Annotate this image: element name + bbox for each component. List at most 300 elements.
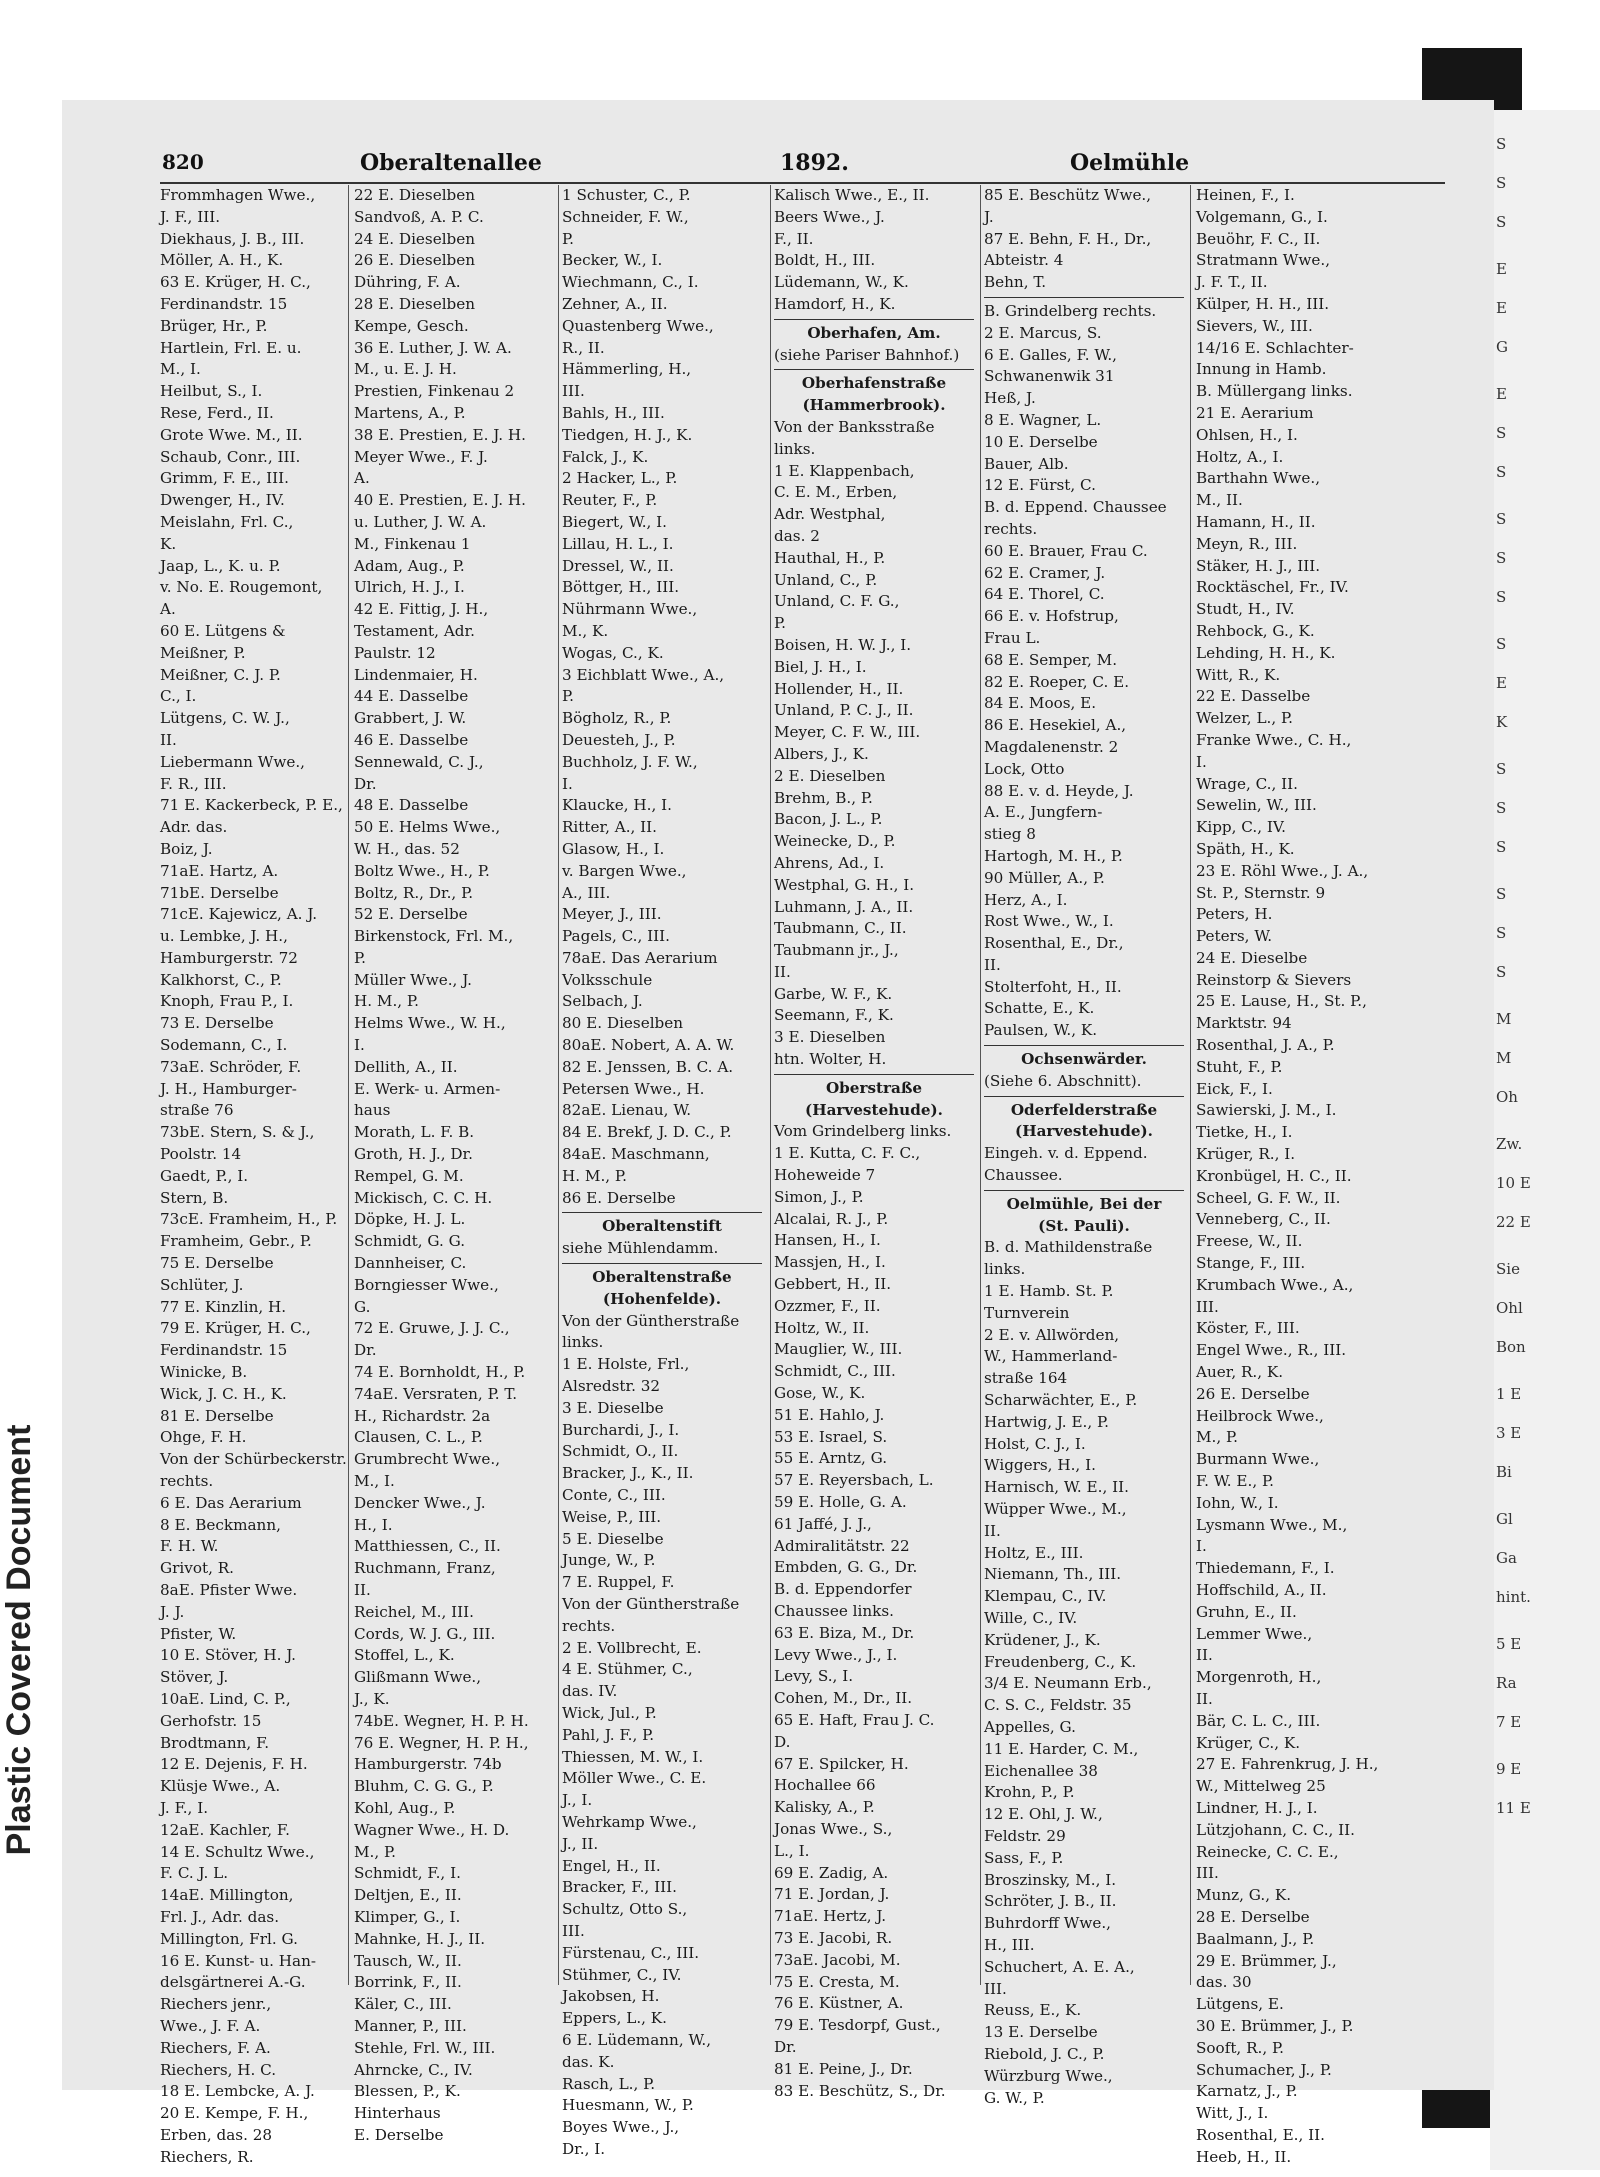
directory-entry: 87 E. Behn, F. H., Dr., <box>984 229 1152 248</box>
directory-entry: Stäker, H. J., III. <box>1196 556 1321 575</box>
directory-entry: Massjen, H., I. <box>774 1253 886 1272</box>
directory-entry: 26 E. Derselbe <box>1196 1384 1310 1403</box>
directory-entry: Lindenmaier, H. <box>354 665 478 684</box>
directory-entry: Meißner, P. <box>160 643 246 662</box>
directory-entry: 75 E. Derselbe <box>160 1254 274 1273</box>
directory-entry: (siehe Pariser Bahnhof.) <box>774 345 960 364</box>
directory-entry: 60 E. Brauer, Frau C. <box>984 541 1148 560</box>
directory-entry: Sievers, W., III. <box>1196 316 1313 335</box>
directory-entry: Blessen, P., K. <box>354 2082 461 2101</box>
directory-entry: das. 30 <box>1196 1973 1252 1992</box>
directory-entry: Rocktäschel, Fr., IV. <box>1196 578 1349 597</box>
street-heading: Oberaltenstraße <box>592 1268 732 1287</box>
directory-entry: Stratmann Wwe., <box>1196 251 1331 270</box>
directory-entry: Schmidt, G. G. <box>354 1232 466 1251</box>
directory-entry: 24 E. Dieselbe <box>1196 948 1308 967</box>
next-page-fragment: S <box>1496 588 1507 606</box>
directory-entry: Ritter, A., II. <box>562 818 658 837</box>
directory-entry: Kronbügel, H. C., II. <box>1196 1166 1352 1185</box>
directory-entry: delsgärtnerei A.-G. <box>160 1973 306 1992</box>
directory-entry: 73cE. Framheim, H., P. <box>160 1210 338 1229</box>
directory-entry: Holtz, W., II. <box>774 1318 870 1337</box>
directory-entry: Riechers, R. <box>160 2147 254 2166</box>
directory-entry: Junge, W., P. <box>562 1551 656 1570</box>
directory-entry: 66 E. v. Hofstrup, <box>984 607 1119 626</box>
directory-entry: Vom Grindelberg links. <box>774 1122 952 1141</box>
directory-entry: Riechers, F. A. <box>160 2038 271 2057</box>
directory-entry: M., K. <box>562 621 609 640</box>
directory-entry: Mickisch, C. C. H. <box>354 1188 493 1207</box>
directory-entry: M., P. <box>354 1842 397 1861</box>
directory-entry: Glißmann Wwe., <box>354 1668 482 1687</box>
directory-entry: Stoffel, L., K. <box>354 1646 455 1665</box>
directory-entry: H., III. <box>984 1935 1035 1954</box>
directory-entry: F. R., III. <box>160 774 227 793</box>
directory-entry: 23 E. Röhl Wwe., J. A., <box>1196 861 1369 880</box>
column-divider <box>348 185 349 1985</box>
next-page-fragment: Ohl <box>1496 1299 1523 1317</box>
directory-entry: rechts. <box>984 519 1038 538</box>
directory-entry: Meyer, C. F. W., III. <box>774 723 921 742</box>
directory-entry: Chaussee. <box>984 1166 1063 1185</box>
directory-entry: 67 E. Spilcker, H. <box>774 1754 909 1773</box>
directory-entry: 13 E. Derselbe <box>984 2023 1098 2042</box>
directory-entry: Riebold, J. C., P. <box>984 2044 1105 2063</box>
directory-entry: siehe Mühlendamm. <box>562 1239 719 1258</box>
directory-entry: 55 E. Arntz, G. <box>774 1449 888 1468</box>
directory-entry: Lindner, H. J., I. <box>1196 1798 1318 1817</box>
directory-entry: W., Hammerland- <box>984 1347 1118 1366</box>
directory-entry: Heilbut, S., I. <box>160 382 263 401</box>
directory-entry: Harnisch, W. E., II. <box>984 1478 1129 1497</box>
next-page-fragment: S <box>1496 760 1507 778</box>
directory-entry: Gruhn, E., II. <box>1196 1602 1297 1621</box>
directory-entry: Ahrens, Ad., I. <box>774 853 885 872</box>
directory-entry: Albers, J., K. <box>774 744 869 763</box>
directory-entry: Schaub, Conr., III. <box>160 447 301 466</box>
section-rule <box>774 1074 974 1075</box>
directory-entry: Reichel, M., III. <box>354 1602 474 1621</box>
section-rule <box>562 1263 762 1264</box>
directory-entry: Schneider, F. W., <box>562 207 689 226</box>
directory-entry: Köster, F., III. <box>1196 1319 1300 1338</box>
directory-entry: Buchholz, J. F. W., <box>562 752 698 771</box>
directory-entry: 85 E. Beschütz Wwe., <box>984 186 1152 204</box>
directory-entry: Buhrdorff Wwe., <box>984 1914 1111 1933</box>
directory-entry: 28 E. Dieselben <box>354 294 476 313</box>
directory-entry: P. <box>562 687 574 706</box>
directory-entry: 20 E. Kempe, F. H., <box>160 2104 309 2123</box>
street-heading: Oberaltenstift <box>602 1217 722 1236</box>
side-label: Plastic Covered Document <box>0 1424 38 1856</box>
directory-entry: Klimper, G., I. <box>354 1907 461 1926</box>
directory-entry: Dr. <box>774 2037 797 2056</box>
street-heading: Oberhafenstraße <box>801 374 947 393</box>
directory-entry: Schuchert, A. E. A., <box>984 1957 1135 1976</box>
directory-entry: Bacon, J. L., P. <box>774 810 883 829</box>
directory-entry: Sass, F., P. <box>984 1848 1064 1867</box>
directory-entry: Ohge, F. H. <box>160 1428 247 1447</box>
next-page-fragment: S <box>1496 799 1507 817</box>
directory-entry: Lillau, H. L., I. <box>562 534 674 553</box>
directory-entry: 3 Eichblatt Wwe., A., <box>562 665 725 684</box>
directory-entry: B. Grindelberg rechts. <box>984 301 1157 320</box>
directory-entry: Brodtmann, F. <box>160 1733 270 1752</box>
directory-entry: J. <box>984 207 994 226</box>
directory-entry: Pfister, W. <box>160 1624 237 1643</box>
directory-entry: II. <box>1196 1689 1213 1708</box>
directory-entry: 22 E. Dasselbe <box>1196 687 1311 706</box>
directory-entry: Sooft, R., P. <box>1196 2038 1284 2057</box>
directory-entry: Scheel, G. F. W., II. <box>1196 1188 1341 1207</box>
next-page-edge <box>1490 110 1600 2170</box>
directory-entry: Marktstr. 94 <box>1196 1014 1292 1033</box>
directory-entry: I. <box>354 1036 365 1055</box>
directory-entry: Groth, H. J., Dr. <box>354 1145 473 1164</box>
directory-entry: Stange, F., III. <box>1196 1254 1306 1273</box>
directory-entry: 73bE. Stern, S. & J., <box>160 1123 315 1142</box>
directory-entry: htn. Wolter, H. <box>774 1050 887 1069</box>
directory-entry: I. <box>1196 1537 1207 1556</box>
directory-entry: Hamann, H., II. <box>1196 512 1316 531</box>
directory-entry: St. P., Sternstr. 9 <box>1196 883 1326 902</box>
directory-entry: Grimm, F. E., III. <box>160 469 289 488</box>
directory-entry: u. Luther, J. W. A. <box>354 512 487 531</box>
directory-entry: Adr. Westphal, <box>774 505 886 524</box>
directory-entry: Boyes Wwe., J., <box>562 2118 680 2137</box>
next-page-fragment: Oh <box>1496 1088 1518 1106</box>
next-page-fragment: G <box>1496 338 1508 356</box>
directory-entry: Schmidt, F., I. <box>354 1864 461 1883</box>
directory-entry: 74 E. Bornholdt, H., P. <box>354 1363 526 1382</box>
directory-entry: B. d. Eppendorfer <box>774 1580 912 1599</box>
directory-entry: links. <box>774 439 816 458</box>
directory-entry: Ulrich, H. J., I. <box>354 578 465 597</box>
directory-entry: 69 E. Zadig, A. <box>774 1863 889 1882</box>
directory-entry: Schwanenwik 31 <box>984 367 1115 386</box>
directory-entry: 42 E. Fittig, J. H., <box>354 600 489 619</box>
next-page-fragment: 1 E <box>1496 1385 1522 1403</box>
directory-entry: 21 E. Aerarium <box>1196 403 1314 422</box>
directory-entry: F. H. W. <box>160 1537 219 1556</box>
directory-entry: v. No. E. Rougemont, <box>160 578 323 597</box>
page-number: 820 <box>162 150 204 174</box>
directory-entry: Kipp, C., IV. <box>1196 818 1287 837</box>
header-year: 1892. <box>780 150 849 176</box>
directory-entry: E. Derselbe <box>354 2125 444 2144</box>
directory-entry: Heß, J. <box>984 389 1036 408</box>
directory-entry: Holtz, A., I. <box>1196 447 1284 466</box>
directory-entry: 77 E. Kinzlin, H. <box>160 1297 287 1316</box>
directory-entry: 12aE. Kachler, F. <box>160 1820 290 1839</box>
directory-entry: 90 Müller, A., P. <box>984 868 1105 887</box>
street-heading: Oberstraße <box>825 1078 923 1097</box>
directory-column-1 <box>160 185 360 2166</box>
directory-entry: 2 E. Dieselben <box>774 766 886 785</box>
directory-entry: 1 E. Holste, Frl., <box>562 1355 690 1374</box>
next-page-fragment: hint. <box>1496 1588 1531 1606</box>
directory-entry: 50 E. Helms Wwe., <box>354 818 501 837</box>
directory-entry: Ruchmann, Franz, <box>354 1559 496 1578</box>
directory-entry: Jakobsen, H. <box>562 1987 660 2006</box>
directory-entry: Mahnke, H. J., II. <box>354 1929 486 1948</box>
directory-entry: Bahls, H., III. <box>562 403 665 422</box>
directory-entry: Behn, T. <box>984 273 1047 292</box>
directory-entry: III. <box>1196 1297 1219 1316</box>
directory-entry: Taubmann, C., II. <box>774 919 907 938</box>
directory-entry: Meislahn, Frl. C., <box>160 512 294 531</box>
directory-entry: Unland, C., P. <box>774 570 878 589</box>
directory-entry: 22 E. Dieselben <box>354 186 476 204</box>
directory-entry: 64 E. Thorel, C. <box>984 585 1105 604</box>
next-page-fragment: S <box>1496 635 1507 653</box>
directory-entry: 86 E. Derselbe <box>562 1188 676 1207</box>
directory-entry: Quastenberg Wwe., <box>562 316 714 335</box>
next-page-fragment: Gl <box>1496 1510 1513 1528</box>
next-page-fragment: Ra <box>1496 1674 1517 1692</box>
directory-entry: Huesmann, W., P. <box>562 2096 694 2115</box>
next-page-fragment: Sie <box>1496 1260 1520 1278</box>
directory-entry: Peters, H. <box>1196 905 1273 924</box>
directory-entry: H. M., P. <box>354 992 419 1011</box>
directory-entry: Deltjen, E., II. <box>354 1886 462 1905</box>
next-page-fragment: S <box>1496 424 1507 442</box>
directory-entry: 75 E. Cresta, M. <box>774 1972 900 1991</box>
directory-entry: Krüdener, J., K. <box>984 1630 1101 1649</box>
section-rule <box>984 1096 1184 1097</box>
directory-entry: 57 E. Reyersbach, L. <box>774 1471 934 1490</box>
directory-entry: 2 E. Vollbrecht, E. <box>562 1638 702 1657</box>
directory-entry: Schröter, J. B., II. <box>984 1892 1117 1911</box>
directory-entry: Alcalai, R. J., P. <box>774 1209 889 1228</box>
directory-entry: Boldt, H., III. <box>774 251 876 270</box>
directory-entry: Krüger, R., I. <box>1196 1145 1296 1164</box>
directory-entry: B. Müllergang links. <box>1196 382 1353 401</box>
directory-entry: Feldstr. 29 <box>984 1826 1066 1845</box>
directory-entry: Adr. das. <box>160 818 228 837</box>
directory-entry: P. <box>354 948 366 967</box>
directory-entry: Morath, L. F. B. <box>354 1123 475 1142</box>
directory-entry: Wick, J. C. H., K. <box>160 1384 287 1403</box>
directory-entry: A., III. <box>562 883 611 902</box>
section-rule <box>562 1212 762 1213</box>
directory-entry: L., I. <box>774 1841 810 1860</box>
directory-entry: Burchardi, J., I. <box>562 1420 680 1439</box>
directory-entry: 1 E. Kutta, C. F. C., <box>774 1144 921 1163</box>
directory-entry: links. <box>562 1333 604 1352</box>
directory-entry: II. <box>774 962 791 981</box>
directory-entry: 18 E. Lembcke, A. J. <box>160 2082 315 2101</box>
directory-entry: 53 E. Israel, S. <box>774 1427 888 1446</box>
directory-column-4 <box>774 185 974 2100</box>
street-heading: Oberhafen, Am. <box>807 323 941 342</box>
next-page-fragment: S <box>1496 963 1507 981</box>
directory-entry: Venneberg, C., II. <box>1196 1210 1331 1229</box>
directory-entry: Admiralitätstr. 22 <box>774 1536 910 1555</box>
next-page-fragment: 3 E <box>1496 1424 1522 1442</box>
directory-entry: Reinstorp & Sievers <box>1196 970 1352 989</box>
directory-entry: II. <box>984 955 1001 974</box>
directory-entry: 81 E. Derselbe <box>160 1406 274 1425</box>
directory-entry: Möller, A. H., K. <box>160 251 284 270</box>
directory-entry: Hollender, H., II. <box>774 679 904 698</box>
directory-entry: Poolstr. 14 <box>160 1145 242 1164</box>
directory-entry: Eick, F., I. <box>1196 1079 1273 1098</box>
directory-entry: II. <box>1196 1646 1213 1665</box>
directory-entry: Ferdinandstr. 15 <box>160 294 288 313</box>
directory-entry: Volgemann, G., I. <box>1196 207 1328 226</box>
next-page-fragment: 10 E <box>1496 1174 1531 1192</box>
directory-entry: Alsredstr. 32 <box>562 1377 661 1396</box>
directory-entry: Hansen, H., I. <box>774 1231 881 1250</box>
directory-entry: Hartlein, Frl. E. u. <box>160 338 302 357</box>
directory-entry: 2 E. Marcus, S. <box>984 323 1102 342</box>
directory-entry: Späth, H., K. <box>1196 839 1295 858</box>
directory-entry: II. <box>354 1581 371 1599</box>
directory-entry: (Siehe 6. Abschnitt). <box>984 1071 1142 1090</box>
directory-entry: Grote Wwe. M., II. <box>160 425 303 444</box>
street-heading: (St. Pauli). <box>1038 1216 1130 1235</box>
directory-entry: 71bE. Derselbe <box>160 883 279 902</box>
section-rule <box>774 319 974 320</box>
directory-entry: Karnatz, J., P. <box>1196 2082 1298 2101</box>
directory-entry: C. E. M., Erben, <box>774 483 898 502</box>
directory-entry: Becker, W., I. <box>562 251 663 270</box>
directory-entry: 84 E. Brekf, J. D. C., P. <box>562 1123 732 1142</box>
directory-entry: Niemann, Th., III. <box>984 1565 1122 1584</box>
directory-entry: 79 E. Krüger, H. C., <box>160 1319 311 1338</box>
directory-entry: 25 E. Lause, H., St. P., <box>1196 992 1367 1011</box>
directory-entry: 28 E. Derselbe <box>1196 1907 1310 1926</box>
directory-entry: Rehbock, G., K. <box>1196 621 1315 640</box>
directory-entry: Meyer, J., III. <box>562 905 662 924</box>
directory-entry: u. Lembke, J. H., <box>160 927 288 946</box>
directory-entry: Schultz, Otto S., <box>562 1900 688 1919</box>
directory-entry: Grumbrecht Wwe., <box>354 1450 501 1469</box>
directory-entry: Wiggers, H., I. <box>984 1456 1096 1475</box>
next-page-fragment: S <box>1496 885 1507 903</box>
directory-entry: Gebbert, H., II. <box>774 1275 892 1294</box>
directory-entry: Auer, R., K. <box>1196 1363 1284 1382</box>
directory-entry: Meißner, C. J. P. <box>160 665 281 684</box>
directory-entry: 82 E. Jenssen, B. C. A. <box>562 1057 734 1076</box>
directory-entry: 12 E. Dejenis, F. H. <box>160 1755 308 1774</box>
directory-entry: G. <box>354 1297 371 1316</box>
directory-entry: Peters, W. <box>1196 927 1273 946</box>
directory-entry: Thiedemann, F., I. <box>1196 1559 1335 1578</box>
directory-entry: Volksschule <box>562 970 653 989</box>
directory-entry: 1 E. Hamb. St. P. <box>984 1282 1114 1301</box>
directory-entry: Hämmerling, H., <box>562 360 692 379</box>
directory-entry: Tietke, H., I. <box>1196 1123 1293 1142</box>
directory-entry: Ohlsen, H., I. <box>1196 425 1298 444</box>
directory-entry: Taubmann jr., J., <box>774 941 899 960</box>
directory-entry: Framheim, Gebr., P. <box>160 1232 312 1251</box>
directory-entry: B. d. Eppend. Chaussee <box>984 498 1167 517</box>
directory-entry: Dannheiser, C. <box>354 1254 467 1273</box>
directory-entry: stieg 8 <box>984 825 1036 844</box>
directory-entry: Kempe, Gesch. <box>354 316 469 335</box>
directory-entry: Embden, G. G., Dr. <box>774 1558 918 1577</box>
directory-entry: P. <box>562 229 574 248</box>
directory-entry: Wwe., J. F. A. <box>160 2016 261 2035</box>
directory-column-6 <box>1196 185 1396 2166</box>
directory-entry: Boisen, H. W. J., I. <box>774 635 912 654</box>
directory-entry: Baalmann, J., P. <box>1196 1929 1315 1948</box>
street-heading: Oelmühle, Bei der <box>1006 1194 1162 1213</box>
directory-entry: Lock, Otto <box>984 759 1065 778</box>
directory-entry: Ahrncke, C., IV. <box>354 2060 473 2079</box>
directory-entry: M., u. E. J. H. <box>354 360 457 379</box>
directory-entry: III. <box>562 382 585 401</box>
directory-entry: II. <box>160 730 177 749</box>
directory-entry: Boltz Wwe., H., P. <box>354 861 490 880</box>
directory-entry: 10aE. Lind, C. P., <box>160 1689 291 1708</box>
directory-entry: Hoheweide 7 <box>774 1166 876 1185</box>
directory-entry: 84aE. Maschmann, <box>562 1145 710 1164</box>
directory-entry: 27 E. Fahrenkrug, J. H., <box>1196 1755 1379 1774</box>
directory-entry: Unland, C. F. G., <box>774 592 900 611</box>
directory-entry: Luhmann, J. A., II. <box>774 897 914 916</box>
directory-entry: Meyn, R., III. <box>1196 534 1298 553</box>
directory-entry: rechts. <box>160 1472 214 1491</box>
directory-entry: links. <box>984 1260 1026 1279</box>
directory-entry: Wehrkamp Wwe., <box>562 1812 697 1831</box>
section-rule <box>984 1045 1184 1046</box>
directory-entry: Barthahn Wwe., <box>1196 469 1321 488</box>
directory-entry: Dr. <box>354 1341 377 1360</box>
directory-entry: Sennewald, C. J., <box>354 752 484 771</box>
directory-entry: Winicke, B. <box>160 1363 248 1382</box>
directory-entry: J. F. T., II. <box>1196 273 1268 292</box>
directory-entry: Diekhaus, J. B., III. <box>160 229 305 248</box>
directory-entry: M., Finkenau 1 <box>354 534 471 553</box>
directory-entry: 74aE. Versraten, P. T. <box>354 1384 518 1403</box>
directory-entry: B. d. Mathildenstraße <box>984 1238 1153 1257</box>
directory-entry: 3/4 E. Neumann Erb., <box>984 1674 1152 1693</box>
directory-entry: Zehner, A., II. <box>562 294 668 313</box>
directory-entry: III. <box>562 1921 585 1940</box>
section-rule <box>984 297 1184 298</box>
directory-entry: Hamburgerstr. 74b <box>354 1755 502 1774</box>
next-page-fragment: S <box>1496 838 1507 856</box>
directory-entry: Schlüter, J. <box>160 1275 244 1294</box>
column-divider <box>558 185 559 1985</box>
directory-entry: Holst, C. J., I. <box>984 1434 1086 1453</box>
directory-entry: Iohn, W., I. <box>1196 1493 1279 1512</box>
directory-entry: Levy Wwe., J., I. <box>774 1645 898 1664</box>
directory-entry: 62 E. Cramer, J. <box>984 563 1106 582</box>
directory-entry: 14 E. Schultz Wwe., <box>160 1842 315 1861</box>
street-heading: (Hohenfelde). <box>602 1289 722 1308</box>
directory-entry: Borngiesser Wwe., <box>354 1275 499 1294</box>
directory-entry: 60 E. Lütgens & <box>160 621 286 640</box>
directory-entry: Eingeh. v. d. Eppend. <box>984 1144 1148 1163</box>
directory-entry: J. H., Hamburger- <box>160 1079 297 1098</box>
directory-entry: Sewelin, W., III. <box>1196 796 1317 815</box>
next-page-fragment: 9 E <box>1496 1760 1522 1778</box>
directory-entry: M., P. <box>1196 1428 1239 1447</box>
directory-entry: Gaedt, P., I. <box>160 1166 249 1185</box>
directory-entry: Biegert, W., I. <box>562 512 667 531</box>
directory-entry: Pagels, C., III. <box>562 927 670 946</box>
directory-entry: Boiz, J. <box>160 839 213 858</box>
directory-entry: 1 E. Klappenbach, <box>774 461 915 480</box>
directory-entry: Stöver, J. <box>160 1668 229 1687</box>
directory-entry: I. <box>1196 752 1207 771</box>
directory-entry: Tausch, W., II. <box>354 1951 462 1970</box>
directory-entry: J. J. <box>160 1602 185 1621</box>
